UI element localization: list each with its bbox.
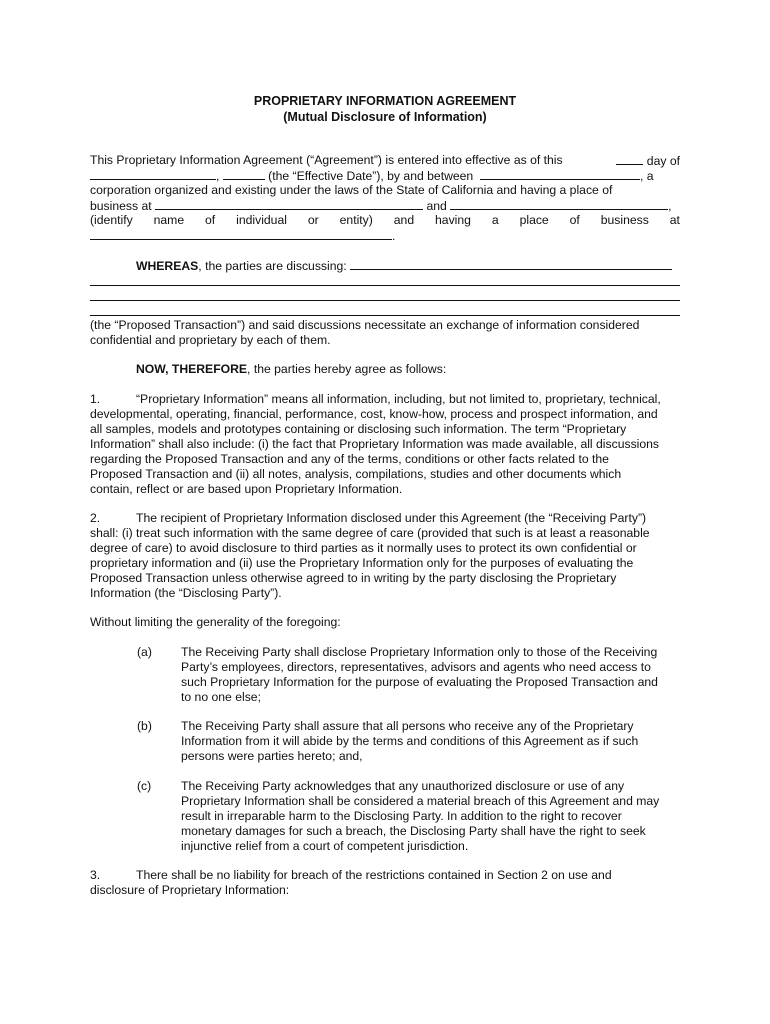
clause-b-line-1: The Receiving Party shall assure that all persons who receive any of the Proprietary (181, 719, 634, 733)
section-2-line-1: 2. The recipient of Proprietary Information disclosed under this Agreement (the “Receiving Party”) (90, 511, 647, 525)
intro-text-1a: This Proprietary Information Agreement (“Agreement”) is entered into effective as of this (90, 153, 563, 167)
section-1-line-2: developmental, operating, financial, performance, cost, know-how, process and prospect information, and (90, 407, 658, 421)
intro-line-3 (90, 183, 680, 198)
section-3-number: 3. (90, 868, 101, 882)
intro-line-5: (identify name of individual or entity) and having a place of business at (90, 213, 680, 227)
intro-text-1b: day of (646, 154, 680, 168)
section-2-line-4: proprietary information and (ii) use the Proprietary Information only for the purposes of evaluating the (90, 556, 634, 570)
clause-b-line-2: Information from it will abide by the terms and conditions of this Agreement as if such (181, 734, 639, 748)
party-one-blank[interactable] (480, 168, 640, 180)
without-limiting-line: Without limiting the generality of the foregoing: (90, 615, 341, 629)
section-1-line-6: Proposed Transaction and (ii) all notes, analysis, compilations, studies and other documents which (90, 467, 622, 481)
clause-b-line-3: persons were parties hereto; and, (181, 749, 363, 763)
intro-line-1 (90, 153, 680, 169)
transaction-blank-4[interactable] (90, 315, 680, 316)
clause-c-line-4: monetary damages for such a breach, the Disclosing Party shall have the right to seek (181, 824, 646, 838)
now-therefore-label: NOW, THEREFORE (136, 362, 248, 376)
year-blank[interactable] (223, 168, 265, 180)
document-subtitle: (Mutual Disclosure of Information) (283, 110, 487, 124)
section-2-line-2: shall: (i) treat such information with the same degree of care (provided that such is at least a reasonable (90, 526, 650, 540)
whereas-label: WHEREAS (136, 259, 199, 273)
month-blank[interactable] (90, 168, 216, 180)
transaction-blank-3[interactable] (90, 300, 680, 301)
clause-a-label: (a) (137, 645, 152, 659)
clause-c-line-3: result in irreparable harm to the Disclosing Party. In addition to the right to recover (181, 809, 622, 823)
clause-c-line-2: Proprietary Information shall be considered a material breach of this Agreement and may (181, 794, 660, 808)
intro-line-6: . (90, 228, 680, 244)
section-3-line-1: 3. There shall be no liability for breach of the restrictions contained in Section 2 on use and (90, 868, 612, 882)
intro-text-3: corporation organized and existing under the laws of the State of California and having a place of (90, 183, 613, 197)
party-two-address-blank[interactable] (90, 228, 392, 240)
business-address-blank[interactable] (155, 198, 423, 210)
section-3-line-2: disclosure of Proprietary Information: (90, 883, 290, 897)
transaction-blank-1[interactable] (350, 258, 672, 270)
transaction-blank-2[interactable] (90, 285, 680, 286)
clause-a-line-1: The Receiving Party shall disclose Proprietary Information only to those of the Receiving (181, 645, 658, 659)
section-1-line-4: Information” shall also include: (i) the fact that Proprietary Information was made available, all discussions (90, 437, 660, 451)
section-1-line-1: 1. “Proprietary Information” means all information, including, but not limited to, proprietary, technical, (90, 392, 661, 406)
clause-c-line-5: injunctive relief from a court of competent jurisdiction. (181, 839, 469, 853)
section-2-line-6: Information (the “Disclosing Party”). (90, 586, 282, 600)
clause-c-label: (c) (137, 779, 152, 793)
whereas-after-2: confidential and proprietary by each of them. (90, 333, 331, 347)
section-1-line-7: contain, reflect or are based upon Proprietary Information. (90, 482, 403, 496)
section-2-line-3: degree of care) to avoid disclosure to third parties as it normally uses to protect its own confidential or (90, 541, 637, 555)
clause-b-label: (b) (137, 719, 152, 733)
clause-c-line-1: The Receiving Party acknowledges that any unauthorized disclosure or use of any (181, 779, 625, 793)
section-1-line-3: all samples, models and prototypes containing or disclosing such information. The term “Proprietary (90, 422, 627, 436)
intro-line-2: , (the “Effective Date”), by and between , a (90, 168, 680, 184)
clause-a-line-4: to no one else; (181, 690, 261, 704)
whereas-line: WHEREAS, the parties are discussing: (90, 258, 680, 274)
whereas-after-1: (the “Proposed Transaction”) and said discussions necessitate an exchange of information considered (90, 318, 640, 332)
intro-text-2b: (the “Effective Date”), by and between (268, 169, 474, 183)
now-therefore-line: NOW, THEREFORE, the parties hereby agree as follows: (136, 362, 447, 376)
clause-a-line-3: such Proprietary Information for the purpose of evaluating the Proposed Transaction and (181, 675, 658, 689)
document-title: PROPRIETARY INFORMATION AGREEMENT (253, 94, 517, 108)
section-1-line-5: regarding the Proposed Transaction and any of the terms, conditions or other facts related to the (90, 452, 609, 466)
section-2-line-5: Proposed Transaction unless otherwise agreed to in writing by the party disclosing the Proprietary (90, 571, 617, 585)
clause-a-line-2: Party’s employees, directors, representatives, advisors and agents who need access to (181, 660, 651, 674)
day-blank[interactable] (616, 153, 643, 165)
intro-line-4: business at and , (90, 199, 672, 213)
section-2-number: 2. (90, 511, 101, 525)
section-1-number: 1. (90, 392, 101, 406)
party-two-blank[interactable] (450, 198, 668, 210)
